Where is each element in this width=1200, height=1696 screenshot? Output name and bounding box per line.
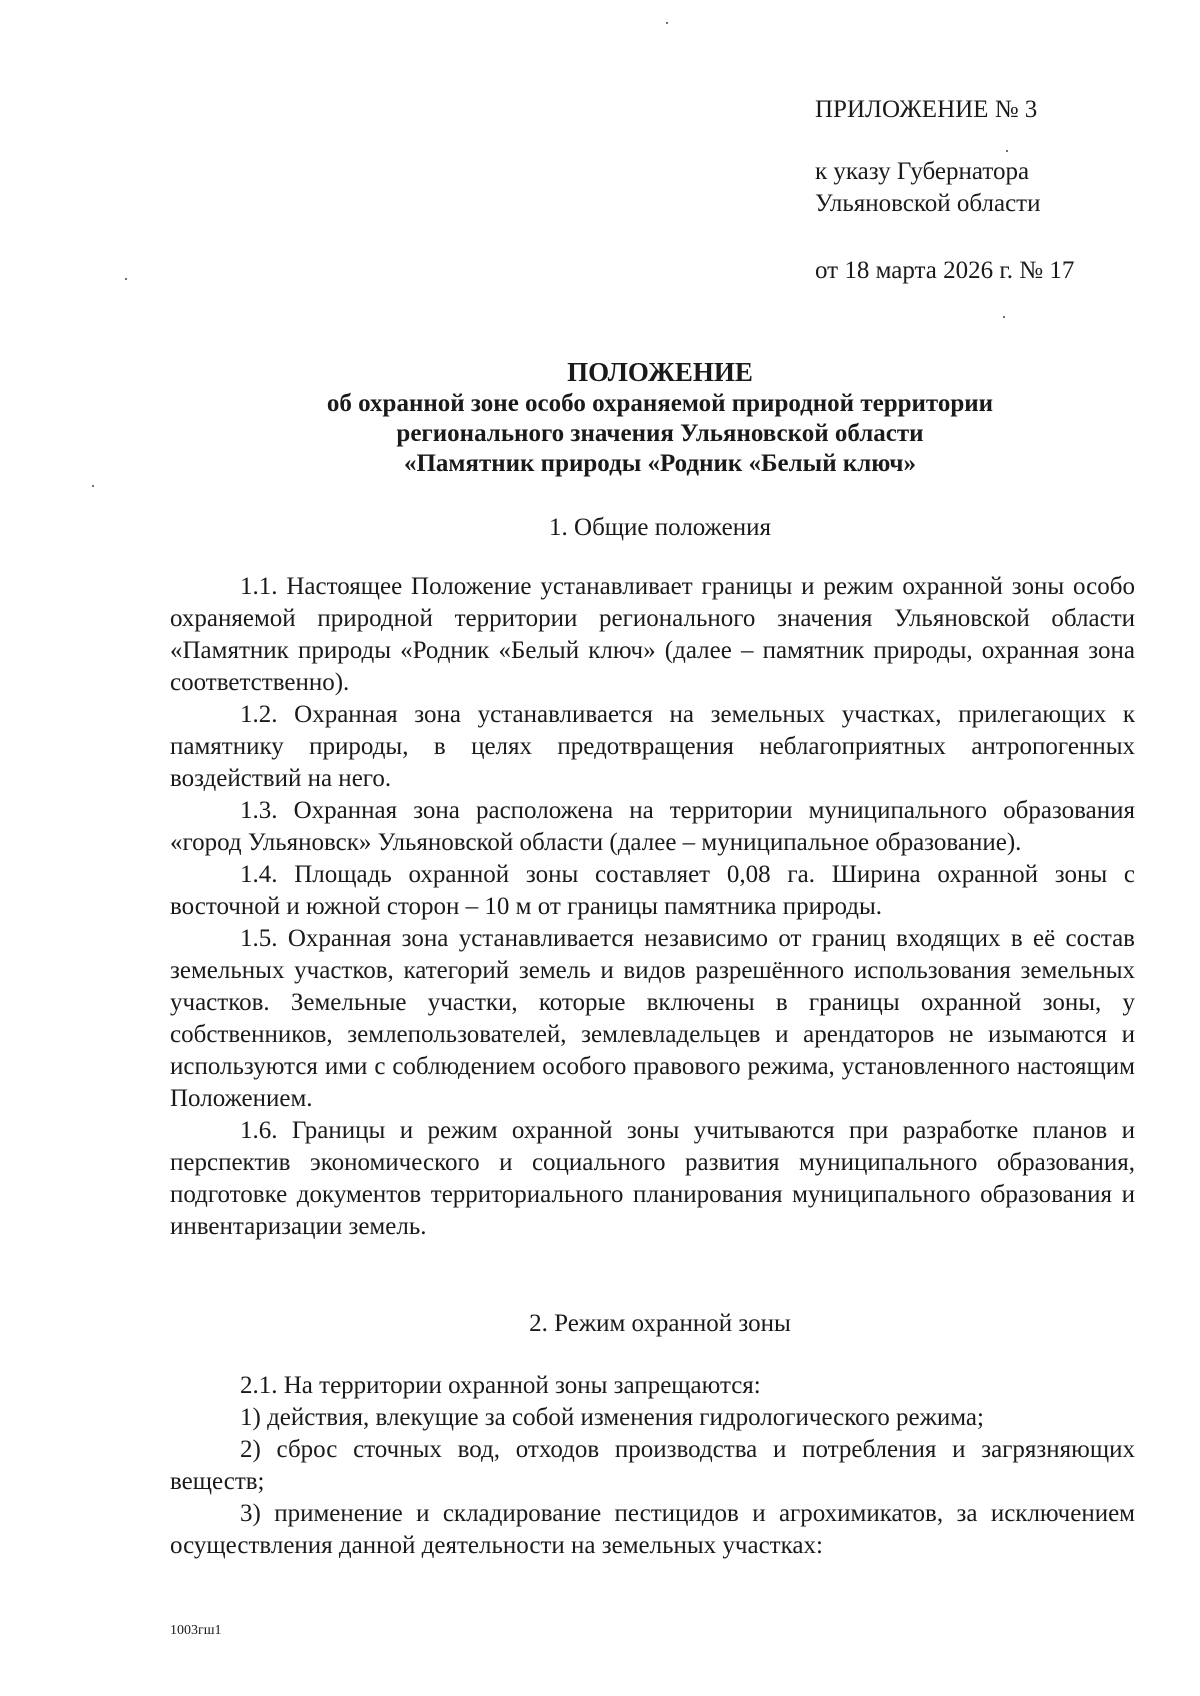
decree-reference-line1: к указу Губернатора [815, 158, 1030, 185]
paragraph-1-2: 1.2. Охранная зона устанавливается на земельных участках, прилегающих к памятнику природы, в целях предотвращения неблагоприятных антропогенных воздействий на него. [170, 701, 1135, 792]
scan-speck [125, 278, 127, 280]
footer-code: 1003гш1 [170, 1623, 222, 1638]
section2-body [170, 1370, 1135, 1562]
title-line2: регионального значения Ульяновской области [396, 420, 924, 447]
title-line3: «Памятник природы «Родник «Белый ключ» [403, 450, 917, 477]
document-title [170, 355, 1150, 479]
section1-heading: 1. Общие положения [549, 514, 771, 541]
list-item-1: 1) действия, влекущие за собой изменения гидрологического режима; [240, 1404, 984, 1431]
title-main: ПОЛОЖЕНИЕ [567, 357, 753, 387]
paragraph-1-6: 1.6. Границы и режим охранной зоны учитываются при разработке планов и перспектив экономического и социального развития муниципального образования, подготовке документов территориального планирования муниципального образования и инвентаризации земель. [170, 1117, 1135, 1240]
paragraph-1-5: 1.5. Охранная зона устанавливается независимо от границ входящих в её состав земельных участков, категорий земель и видов разрешённого использования земельных участков. Земельные участки, которые включены в границы охранной зоны, у собственников, землепользователей, землевладельцев и арендаторов не изымаются и используются ими с соблюдением особого правового режима, установленного настоящим Положением. [170, 925, 1135, 1112]
list-item-3: 3) применение и складирование пестицидов и агрохимикатов, за исключением осуществления данной деятельности на земельных участках: [170, 1500, 1135, 1559]
decree-date: от 18 марта 2026 г. № 17 [815, 257, 1075, 284]
scan-speck [1003, 316, 1005, 318]
paragraph-1-1: 1.1. Настоящее Положение устанавливает границы и режим охранной зоны особо охраняемой природной территории регионального значения Ульяновской области «Памятник природы «Родник «Белый ключ» (далее – памятник природы, охранная зона соответственно). [170, 573, 1135, 696]
appendix-number: ПРИЛОЖЕНИЕ № 3 [815, 96, 1038, 123]
title-line1: об охранной зоне особо охраняемой природной территории [326, 390, 994, 417]
paragraph-1-3: 1.3. Охранная зона расположена на территории муниципального образования «город Ульяновск» Ульяновской области (далее – муниципальное образование). [170, 797, 1135, 856]
scan-speck [92, 485, 94, 487]
section2-heading: 2. Режим охранной зоны [529, 1310, 791, 1337]
paragraph-1-4: 1.4. Площадь охранной зоны составляет 0,08 га. Ширина охранной зоны с восточной и южной сторон – 10 м от границы памятника природы. [170, 861, 1135, 920]
paragraph-2-1: 2.1. На территории охранной зоны запрещаются: [240, 1372, 761, 1399]
appendix-block [815, 94, 1074, 287]
decree-reference-line2: Ульяновской области [815, 190, 1041, 217]
scan-speck [666, 22, 668, 24]
section1-body [170, 571, 1135, 1243]
list-item-2: 2) сброс сточных вод, отходов производства и потребления и загрязняющих веществ; [170, 1436, 1135, 1495]
